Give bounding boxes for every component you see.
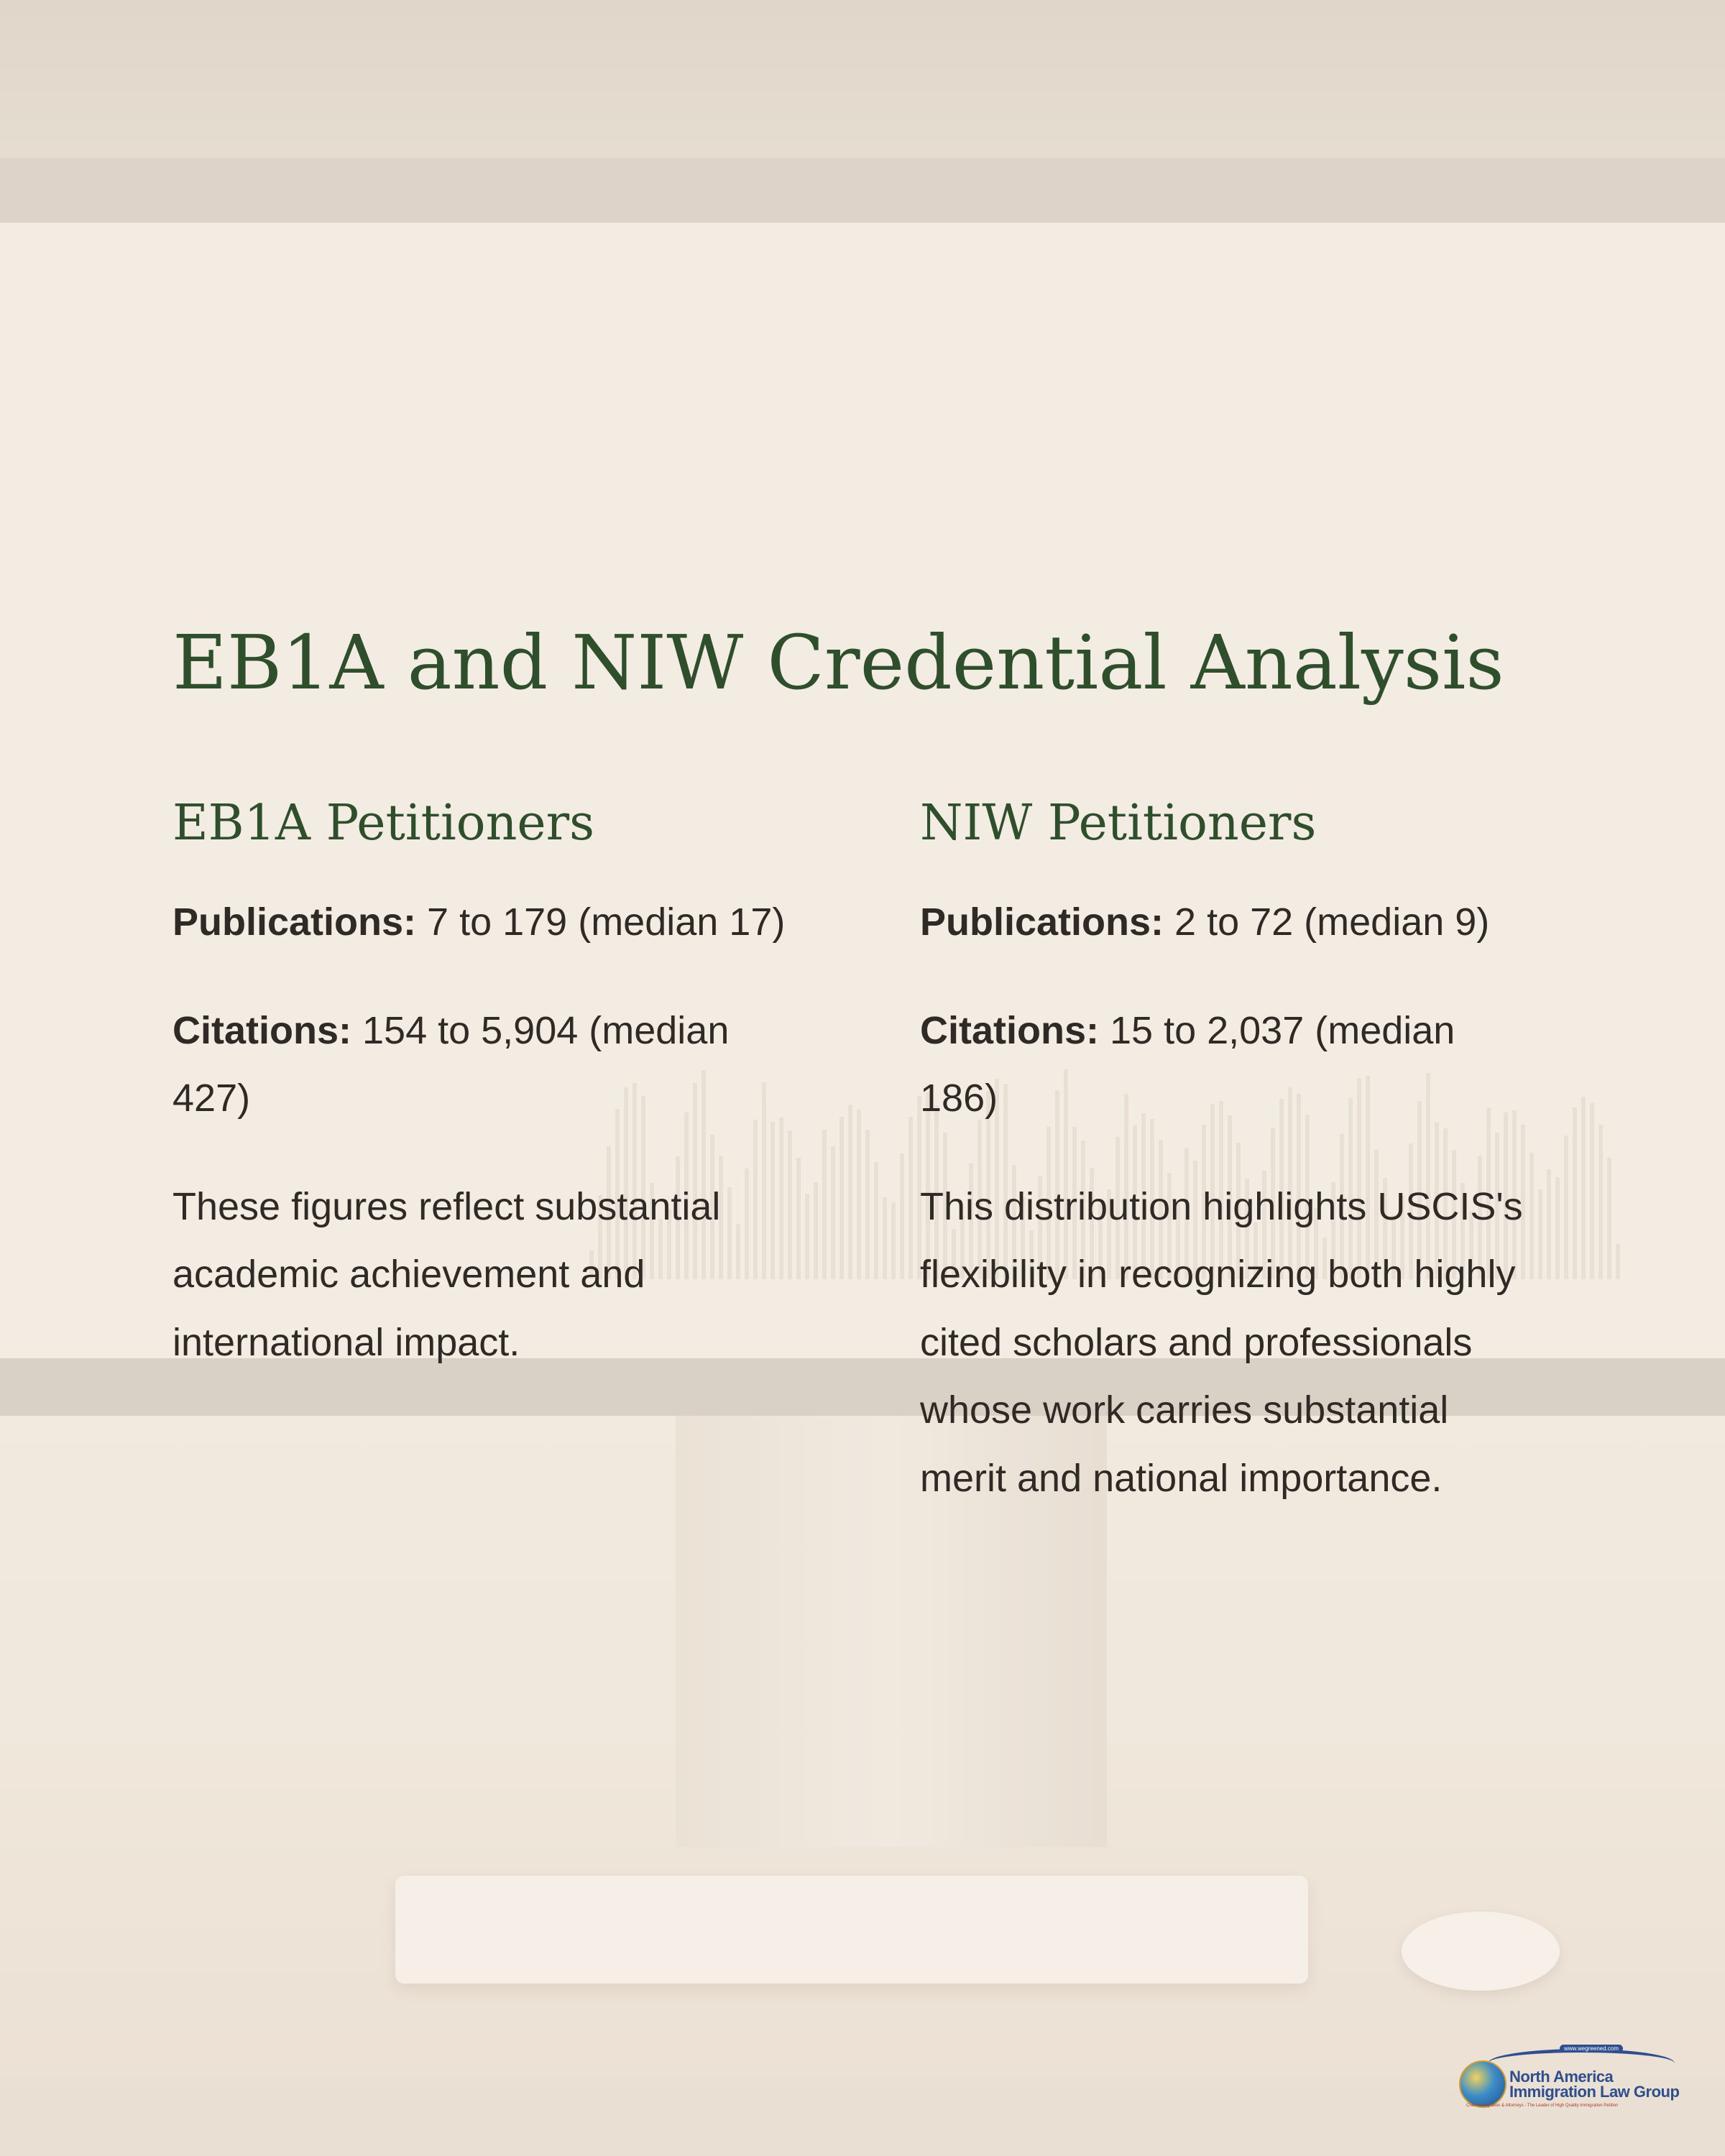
logo-name-line2: Immigration Law Group (1509, 2083, 1680, 2101)
niw-citations (920, 997, 1538, 1133)
eb1a-note: These figures reflect substantial academic achievement and international impact. (172, 1184, 721, 1364)
eb1a-citations-label: Citations: (172, 1008, 351, 1052)
logo-tagline: Chen Immigration & Attorneys - The Leader of High Quality Immigration Petition (1466, 2104, 1619, 2108)
background-chart-bar (1555, 1177, 1560, 1279)
niw-publications-label: Publications: (920, 900, 1164, 944)
eb1a-publications-label: Publications: (172, 900, 417, 944)
logo-name-line1: North America (1509, 2068, 1614, 2086)
content-area (172, 618, 1552, 1512)
eb1a-heading: EB1A Petitioners (172, 794, 595, 852)
globe-icon (1459, 2060, 1506, 2108)
niw-citations-value: 15 to 2,037 (median 186) (920, 1008, 1455, 1120)
niw-publications (920, 888, 1538, 957)
niw-heading: NIW Petitioners (920, 794, 1317, 852)
logo-url: www.wegreened.com (1560, 2045, 1623, 2053)
eb1a-column (172, 794, 920, 1513)
eb1a-citations (172, 997, 791, 1133)
background-chart-bar (1598, 1125, 1603, 1279)
niw-note: This distribution highlights USCIS's flexibility in recognizing both highly cited scholars and professionals whose work carries substantial merit and national importance. (920, 1184, 1523, 1500)
eb1a-citations-value: 154 to 5,904 (median 427) (172, 1008, 730, 1120)
niw-publications-value: 2 to 72 (median 9) (1164, 900, 1490, 944)
background-chart-bar (1607, 1158, 1611, 1279)
background-chart-bar (1573, 1107, 1577, 1279)
page-title: EB1A and NIW Credential Analysis (172, 619, 1504, 706)
niw-citations-label: Citations: (920, 1008, 1099, 1052)
comparison-columns (172, 794, 1552, 1513)
background-chart-bar (1581, 1097, 1586, 1279)
background-chart-bar (1616, 1244, 1620, 1279)
background-chart-bar (1564, 1135, 1568, 1279)
background-monitor-bezel (0, 158, 1725, 223)
background-chart-bar (1590, 1103, 1594, 1279)
company-logo (1459, 2045, 1682, 2109)
background-keyboard (395, 1876, 1308, 1984)
background-wall (0, 0, 1725, 158)
niw-column (920, 794, 1552, 1513)
background-mouse (1402, 1912, 1560, 1991)
eb1a-publications (172, 888, 791, 957)
eb1a-publications-value: 7 to 179 (median 17) (416, 900, 786, 944)
